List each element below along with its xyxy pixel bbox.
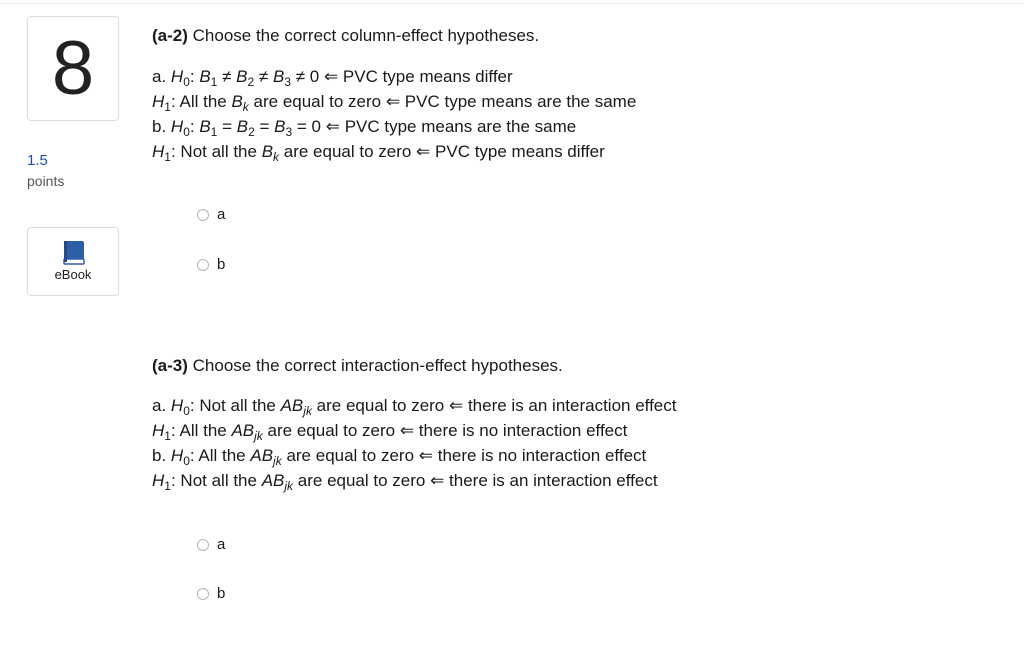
- a2-hypothesis-a-h0: a. $H_0$: $B_1 \ne B_2 \ne B_3 \ne 0$ ⇐ PVC type means differ: [152, 67, 513, 89]
- ebook-button[interactable]: [27, 227, 119, 296]
- part-a3-heading: [152, 356, 563, 376]
- a2-hypothesis-a-h1: $H_1$: All the $B_k$ are equal to zero ⇐ PVC type means are the same: [152, 92, 637, 114]
- a3-radio-a[interactable]: [197, 539, 209, 551]
- part-a3-label: (a-3): [152, 356, 188, 375]
- a3-option-b[interactable]: [197, 585, 225, 602]
- a2-option-b-label: b: [217, 256, 226, 273]
- a3-radio-b[interactable]: [197, 588, 209, 600]
- a3-option-a[interactable]: [197, 536, 225, 553]
- a2-hypothesis-b-h0: b. $H_0$: $B_1 = B_2 = B_3 = 0$ ⇐ PVC type means are the same: [152, 117, 577, 139]
- a3-hypothesis-a-h0: a. $H_0$: Not all the $AB_{jk}$ are equal to zero ⇐ there is an interaction effect: [152, 396, 677, 418]
- a2-option-a-label: a: [217, 206, 226, 223]
- a2-radio-b[interactable]: [197, 259, 209, 271]
- points-label: points: [27, 173, 65, 189]
- part-a3-prompt: Choose the correct interaction-effect hypotheses.: [192, 356, 563, 375]
- part-a2-prompt: Choose the correct column-effect hypotheses.: [192, 26, 540, 45]
- question-number: 8: [51, 25, 95, 111]
- a3-option-b-label: b: [217, 585, 226, 602]
- question-number-box: [27, 16, 119, 121]
- a2-radio-a[interactable]: [197, 209, 209, 221]
- a2-option-b[interactable]: [197, 256, 225, 273]
- a2-hypothesis-b-h1: $H_1$: Not all the $B_k$ are equal to zero ⇐ PVC type means differ: [152, 142, 605, 164]
- ebook-label: eBook: [54, 267, 92, 282]
- book-icon: [63, 241, 85, 265]
- a3-hypothesis-a-h1: $H_1$: All the $AB_{jk}$ are equal to zero ⇐ there is no interaction effect: [152, 421, 628, 443]
- part-a2-heading: [152, 26, 539, 46]
- a3-hypothesis-b-h0: b. $H_0$: All the $AB_{jk}$ are equal to zero ⇐ there is no interaction effect: [152, 446, 647, 468]
- part-a2-label: (a-2): [152, 26, 188, 45]
- a3-hypothesis-b-h1: $H_1$: Not all the $AB_{jk}$ are equal to zero ⇐ there is an interaction effect: [152, 471, 658, 493]
- top-divider: [0, 3, 1024, 4]
- a2-option-a[interactable]: [197, 206, 225, 223]
- a3-option-a-label: a: [217, 536, 226, 553]
- points-value: 1.5: [27, 152, 48, 169]
